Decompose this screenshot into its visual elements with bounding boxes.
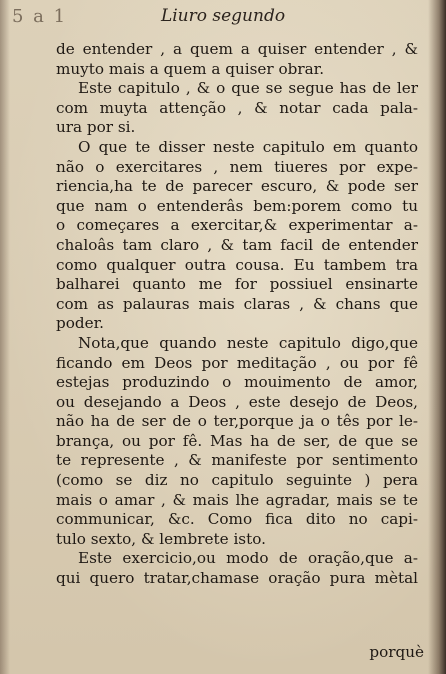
- text-line: Este exercicio,ou modo de oração,que a-: [78, 549, 418, 568]
- text-line: que nam o entenderâs bem:porem como tu: [56, 196, 418, 215]
- text-line: estejas produzindo o mouimento de amor,: [56, 373, 418, 392]
- text-line: balharei quanto me for possiuel ensinarte: [56, 275, 418, 294]
- text-line: mais o amar , & mais lhe agradar, mais se te: [56, 490, 418, 509]
- running-head: Liuro segundo: [160, 6, 286, 26]
- catchword: porquè: [369, 643, 424, 661]
- text-line: com as palauras mais claras , & chans que: [56, 294, 418, 313]
- text-line: não o exercitares , nem tiueres por expe-: [56, 157, 418, 176]
- page-edge-shadow: [428, 0, 446, 674]
- text-line: tulo sexto, & lembrete isto.: [56, 529, 266, 548]
- text-line: O que te disser neste capitulo em quanto: [78, 137, 418, 156]
- text-line: ou desejando a Deos , este desejo de Deos,: [56, 392, 418, 411]
- text-line: ficando em Deos por meditação , ou por fê: [56, 353, 418, 372]
- text-line: (como se diz no capitulo seguinte ) pera: [56, 471, 418, 490]
- text-line: communicar, &c. Como fica dito no capi-: [56, 510, 418, 529]
- text-line: Este capitulo , & o que se segue has de ler: [78, 79, 418, 98]
- text-line: o começares a exercitar,& experimentar a-: [56, 216, 418, 235]
- body-text: [56, 40, 418, 589]
- text-line: muyto mais a quem a quiser obrar.: [56, 59, 325, 78]
- text-line: não ha de ser de o ter,porque ja o tês por le-: [56, 412, 418, 431]
- text-line: de entender , a quem a quiser entender , &: [56, 40, 418, 58]
- text-line: com muyta attenção , & notar cada pala-: [56, 98, 418, 117]
- text-line: Nota,que quando neste capitulo digo,que: [78, 333, 418, 352]
- page-gutter-shadow: [0, 0, 10, 674]
- text-line: chaloâs tam claro , & tam facil de entender: [56, 235, 418, 254]
- text-line: como qualquer outra cousa. Eu tambem tra: [56, 255, 418, 274]
- text-line: poder.: [56, 314, 104, 333]
- text-line: brança, ou por fê. Mas ha de ser, de que se: [56, 431, 418, 450]
- page-number: 5 a 1: [12, 6, 68, 27]
- text-line: riencia,ha te de parecer escuro, & pode ser: [56, 177, 418, 196]
- text-line: te represente , & manifeste por sentimento: [56, 451, 418, 470]
- text-line: qui quero tratar,chamase oração pura mètal: [56, 569, 418, 588]
- text-line: ura por si.: [56, 118, 136, 137]
